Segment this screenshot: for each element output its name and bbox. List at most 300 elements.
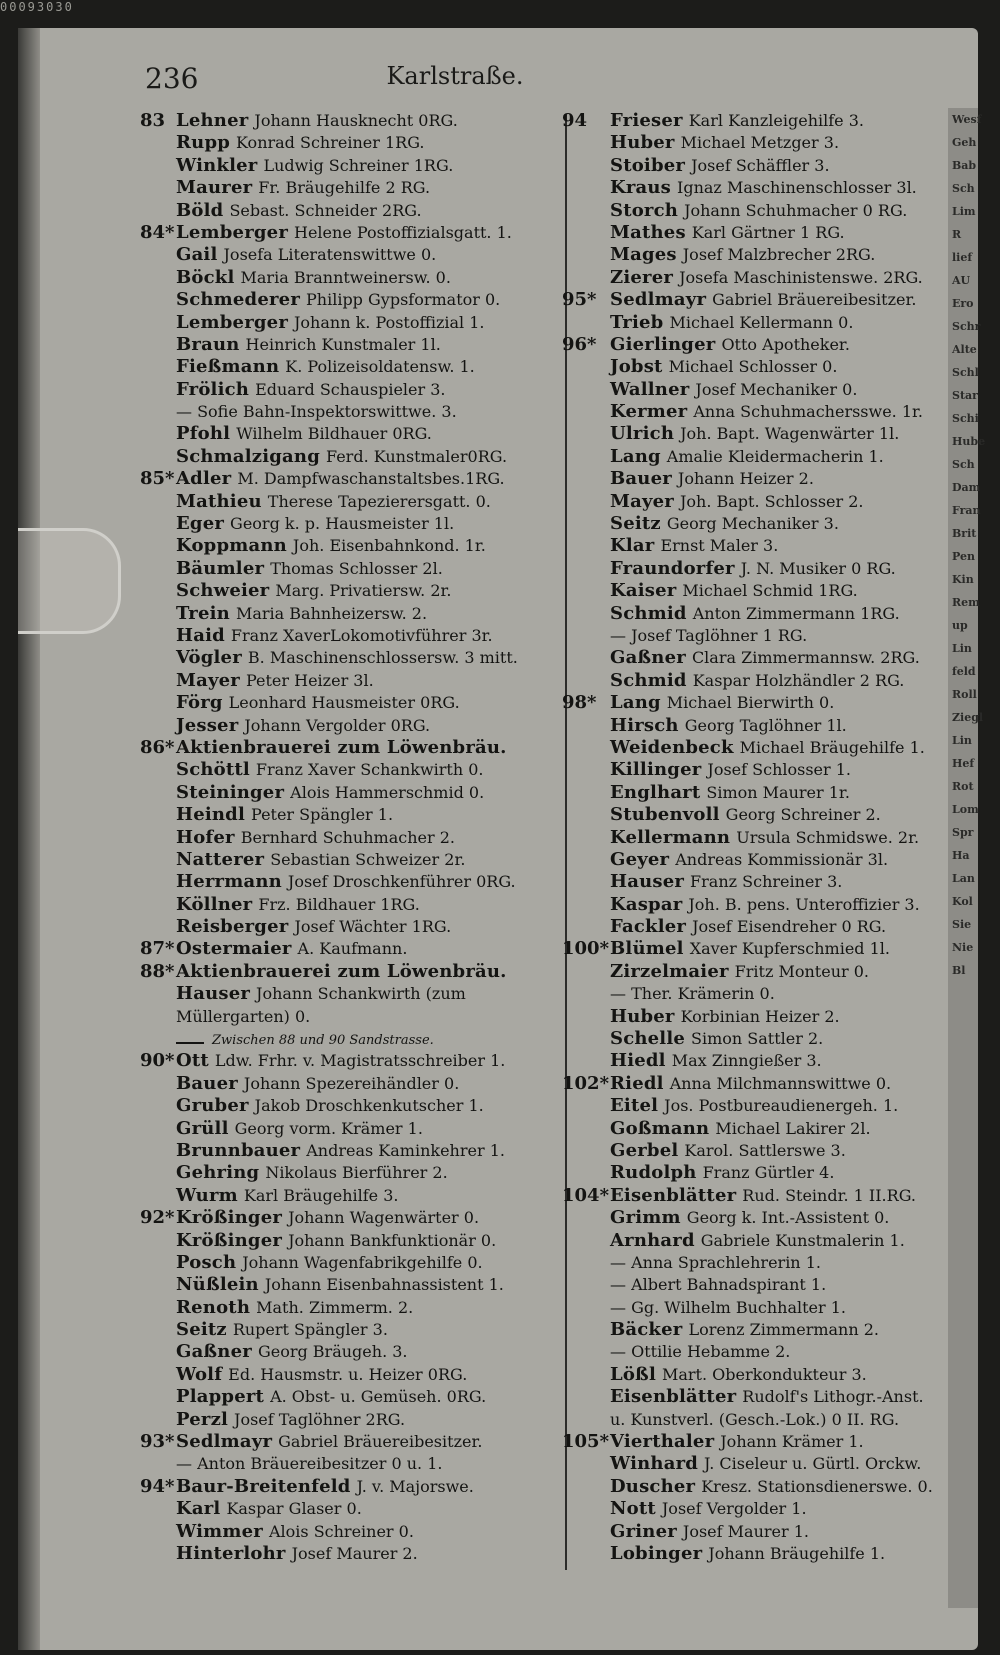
house-number: 90* xyxy=(140,1050,175,1072)
entry-details: A. Obst- u. Gemüseh. 0RG. xyxy=(270,1387,487,1407)
entry-details: Johann Heizer 2. xyxy=(677,469,814,489)
surname: Sedlmayr xyxy=(610,289,707,311)
adjacent-page-fragment: Lim xyxy=(952,205,976,218)
entry-details: Johann Bräugehilfe 1. xyxy=(708,1544,886,1563)
adjacent-page-fragment: Nie xyxy=(952,941,974,954)
adjacent-page-fragment: Sie xyxy=(952,918,972,931)
directory-entry xyxy=(140,1319,560,1341)
adjacent-page-fragment: feld xyxy=(952,665,976,678)
directory-entry xyxy=(562,535,962,557)
entry-details: K. Polizeisoldatensw. 1. xyxy=(285,357,475,377)
entry-details: Max Zinngießer 3. xyxy=(671,1051,822,1071)
surname: Mayer xyxy=(610,490,674,512)
entry-details: Anton Zimmermann 1RG. xyxy=(692,603,900,623)
entry-details: A. Kaufmann. xyxy=(297,939,408,959)
adjacent-page-fragment: Pen xyxy=(952,550,975,563)
entry-details: Josef Maurer 2. xyxy=(291,1544,418,1563)
directory-entry xyxy=(140,938,560,960)
directory-entry xyxy=(562,1341,962,1363)
surname: Goßmann xyxy=(610,1117,710,1139)
directory-entry xyxy=(562,1453,962,1475)
surname: Nott xyxy=(610,1498,656,1520)
directory-entry xyxy=(562,603,962,625)
directory-entry xyxy=(140,715,560,737)
directory-entry xyxy=(562,1140,962,1162)
directory-entry xyxy=(140,558,560,580)
entry-details: Anna Milchmannswittwe 0. xyxy=(669,1073,892,1093)
entry-details: Karl Gärtner 1 RG. xyxy=(691,222,845,242)
directory-entry xyxy=(562,580,962,602)
directory-entry xyxy=(562,1028,962,1050)
surname: Ostermaier xyxy=(176,938,292,960)
entry-details: Gabriel Bräuereibesitzer. xyxy=(278,1432,483,1452)
entry-details: Fritz Monteur 0. xyxy=(734,961,869,981)
directory-entry xyxy=(562,200,962,222)
entry-details: Josef Maurer 1. xyxy=(682,1521,809,1541)
directory-entry xyxy=(562,1364,962,1386)
adjacent-page-fragment: Wesf xyxy=(952,113,982,126)
surname: Förg xyxy=(176,692,223,714)
adjacent-page-fragment: Sch xyxy=(952,458,975,471)
directory-entry xyxy=(562,715,962,737)
directory-entry xyxy=(562,692,962,714)
entry-details: Josef Wächter 1RG. xyxy=(294,917,452,937)
entry-details: Clara Zimmermannsw. 2RG. xyxy=(691,648,920,668)
directory-entry xyxy=(562,446,962,468)
directory-entry xyxy=(562,1386,962,1408)
surname: Gierlinger xyxy=(610,333,716,355)
entry-details: B. Maschinenschlossersw. 3 mitt. xyxy=(247,648,518,668)
directory-entry xyxy=(562,737,962,759)
house-number: 93* xyxy=(140,1431,175,1453)
entry-details: Josef Schlosser 1. xyxy=(707,760,852,780)
directory-entry xyxy=(562,871,962,893)
surname: Lemberger xyxy=(176,221,288,243)
entry-details: — Ther. Krämerin 0. xyxy=(610,984,775,1004)
directory-entry xyxy=(562,513,962,535)
surname: Lang xyxy=(610,692,661,714)
directory-entry xyxy=(562,1118,962,1140)
entry-details: Michael Kellermann 0. xyxy=(669,312,854,332)
adjacent-page-fragment: AU xyxy=(952,274,971,287)
directory-entry xyxy=(140,1207,560,1229)
surname: Perzl xyxy=(176,1408,229,1430)
surname: Zirzelmaier xyxy=(610,960,729,982)
directory-entry xyxy=(562,289,962,311)
entry-details: Fr. Bräugehilfe 2 RG. xyxy=(258,178,431,198)
entry-details: J. N. Musiker 0 RG. xyxy=(740,558,896,578)
directory-entry xyxy=(140,1364,560,1386)
directory-entry xyxy=(140,423,560,445)
entry-details: Michael Bräugehilfe 1. xyxy=(739,737,925,757)
directory-entry xyxy=(140,244,560,266)
surname: Schmid xyxy=(610,669,687,691)
surname: Eger xyxy=(176,513,225,535)
entry-details: Franz Schreiner 3. xyxy=(690,872,843,892)
entry-details: Simon Maurer 1r. xyxy=(706,782,850,802)
surname: Schmalzigang xyxy=(176,445,320,467)
entry-details: Karol. Sattlerswe 3. xyxy=(684,1140,846,1160)
surname: Huber xyxy=(610,1005,675,1027)
surname: Lemberger xyxy=(176,311,288,333)
house-number: 100* xyxy=(562,938,609,960)
directory-entry xyxy=(562,1319,962,1341)
directory-entry xyxy=(562,1252,962,1274)
directory-entry xyxy=(140,132,560,154)
directory-entry xyxy=(562,894,962,916)
surname: Wurm xyxy=(176,1184,238,1206)
entry-details: Maria Bahnheizersw. 2. xyxy=(235,603,428,623)
surname: Mathes xyxy=(610,221,686,243)
directory-entry xyxy=(140,625,560,647)
directory-entry xyxy=(562,155,962,177)
directory-entry xyxy=(562,222,962,244)
entry-details: J. v. Majorswe. xyxy=(356,1476,474,1496)
house-number: 83 xyxy=(140,110,166,131)
right-column xyxy=(562,110,962,1565)
entry-details: Eduard Schauspieler 3. xyxy=(255,379,446,399)
pointing-hand-icon xyxy=(176,1032,204,1044)
surname: Haid xyxy=(176,624,225,646)
surname: Gruber xyxy=(176,1095,249,1117)
directory-entry xyxy=(562,804,962,826)
directory-entry xyxy=(562,110,962,132)
directory-entry xyxy=(140,200,560,222)
entry-details: — Anna Sprachlehrerin 1. xyxy=(610,1252,821,1272)
directory-entry xyxy=(140,356,560,378)
entry-details: — Ottilie Hebamme 2. xyxy=(610,1342,791,1362)
directory-entry xyxy=(140,1028,560,1050)
surname: Pfohl xyxy=(176,423,231,445)
adjacent-page-fragment: Star xyxy=(952,389,978,402)
surname: Baur-Breitenfeld xyxy=(176,1475,351,1497)
directory-entry xyxy=(562,961,962,983)
house-number: 85* xyxy=(140,468,175,490)
entry-details: Leonhard Hausmeister 0RG. xyxy=(228,693,460,713)
directory-entry xyxy=(140,759,560,781)
surname: Weidenbeck xyxy=(610,736,734,758)
entry-details: Johann Wagenwärter 0. xyxy=(288,1208,480,1228)
directory-entry xyxy=(562,468,962,490)
directory-entry xyxy=(140,1431,560,1453)
adjacent-page-fragment: Ha xyxy=(952,849,970,862)
surname: Grüll xyxy=(176,1117,229,1139)
surname: Lehner xyxy=(176,110,249,131)
entry-details: Ferd. Kunstmaler0RG. xyxy=(325,446,508,466)
surname: Hauser xyxy=(176,983,251,1005)
house-number: 98* xyxy=(562,692,597,714)
entry-details: Johann Vergolder 0RG. xyxy=(244,715,431,735)
entry-details: Josef Eisendreher 0 RG. xyxy=(692,917,887,937)
directory-entry xyxy=(562,177,962,199)
directory-entry xyxy=(140,1230,560,1252)
directory-entry xyxy=(140,267,560,289)
directory-entry xyxy=(562,1297,962,1319)
directory-entry xyxy=(562,1409,962,1431)
entry-details: Ldw. Frhr. v. Magistratsschreiber 1. xyxy=(214,1051,506,1071)
surname: Stubenvoll xyxy=(610,804,720,826)
surname: Frieser xyxy=(610,110,683,131)
directory-entry xyxy=(562,1230,962,1252)
entry-details: Rud. Steindr. 1 II.RG. xyxy=(742,1185,916,1205)
adjacent-page-fragment: Rot xyxy=(952,780,974,793)
directory-entry xyxy=(562,1185,962,1207)
adjacent-page-fragment: Ero xyxy=(952,297,974,310)
directory-entry xyxy=(140,1162,560,1184)
entry-details: Georg Taglöhner 1l. xyxy=(684,715,847,735)
directory-entry xyxy=(140,983,560,1005)
surname: Bauer xyxy=(610,468,672,490)
directory-entry xyxy=(562,759,962,781)
directory-entry xyxy=(562,1073,962,1095)
directory-entry xyxy=(562,1521,962,1543)
surname: Huber xyxy=(610,132,675,154)
surname: Mages xyxy=(610,244,677,266)
surname: Böld xyxy=(176,199,224,221)
entry-details: Konrad Schreiner 1RG. xyxy=(236,133,425,153)
directory-entry xyxy=(562,849,962,871)
directory-entry xyxy=(562,1050,962,1072)
directory-entry xyxy=(140,1118,560,1140)
surname: Gehring xyxy=(176,1162,260,1184)
directory-entry xyxy=(562,827,962,849)
entry-details: Karl Kanzleigehilfe 3. xyxy=(688,111,864,130)
adjacent-page-fragment: Lom xyxy=(952,803,979,816)
surname: Kaspar xyxy=(610,893,683,915)
entry-details: Michael Bierwirth 0. xyxy=(666,693,835,713)
surname: Schmid xyxy=(610,602,687,624)
adjacent-page-fragment: Lin xyxy=(952,642,972,655)
entry-details: Ignaz Maschinenschlosser 3l. xyxy=(677,178,917,198)
directory-entry xyxy=(562,334,962,356)
surname: Hauser xyxy=(610,871,685,893)
entry-details: Ursula Schmidswe. 2r. xyxy=(736,827,920,847)
directory-entry xyxy=(562,1162,962,1184)
entry-details: Franz Xaver Schankwirth 0. xyxy=(255,760,484,780)
surname: Rupp xyxy=(176,132,231,154)
directory-entry xyxy=(140,1543,560,1565)
surname: Maurer xyxy=(176,177,253,199)
surname: Seitz xyxy=(176,1319,227,1341)
directory-entry xyxy=(562,1431,962,1453)
entry-details: Joh. Bapt. Schlosser 2. xyxy=(679,491,864,511)
entry-details: Peter Spängler 1. xyxy=(251,805,394,825)
entry-details: Johann Schankwirth (zum xyxy=(256,984,466,1004)
entry-details: Thomas Schlosser 2l. xyxy=(270,558,443,578)
directory-entry xyxy=(562,1476,962,1498)
entry-details: — Albert Bahnadspirant 1. xyxy=(610,1275,827,1295)
book-spine xyxy=(18,28,40,1650)
surname: Krößinger xyxy=(176,1229,283,1251)
directory-entry xyxy=(562,267,962,289)
surname: Gaßner xyxy=(610,647,686,669)
entry-details: Johann Hausknecht 0RG. xyxy=(254,111,458,130)
entry-details: Josef Schäffler 3. xyxy=(691,155,830,175)
entry-details: Johann Eisenbahnassistent 1. xyxy=(264,1275,504,1295)
directory-entry xyxy=(140,1521,560,1543)
entry-details: Georg Schreiner 2. xyxy=(725,805,881,825)
entry-details: Gabriel Bräuereibesitzer. xyxy=(712,290,917,310)
entry-details: Frz. Bildhauer 1RG. xyxy=(258,894,420,914)
directory-entry xyxy=(562,401,962,423)
adjacent-page-fragment: Lan xyxy=(952,872,975,885)
surname: Herrmann xyxy=(176,871,282,893)
directory-entry xyxy=(562,938,962,960)
directory-entry xyxy=(140,580,560,602)
surname: Hofer xyxy=(176,826,235,848)
surname: Gerbel xyxy=(610,1139,679,1161)
directory-entry xyxy=(562,1498,962,1520)
adjacent-page-fragment: Kol xyxy=(952,895,973,908)
directory-entry xyxy=(140,446,560,468)
surname: Plappert xyxy=(176,1386,265,1408)
directory-entry xyxy=(562,1006,962,1028)
directory-entry xyxy=(140,177,560,199)
directory-entry xyxy=(140,1498,560,1520)
adjacent-page-fragment: Brit xyxy=(952,527,977,540)
surname: Hinterlohr xyxy=(176,1543,286,1564)
surname: Lobinger xyxy=(610,1543,703,1564)
entry-details: Gabriele Kunstmalerin 1. xyxy=(700,1230,905,1250)
directory-entry xyxy=(140,670,560,692)
directory-entry xyxy=(140,1409,560,1431)
entry-details: Sebast. Schneider 2RG. xyxy=(229,200,422,220)
surname: Kraus xyxy=(610,177,672,199)
entry-details: Michael Metzger 3. xyxy=(680,133,840,153)
directory-entry xyxy=(140,289,560,311)
surname: Schöttl xyxy=(176,759,250,781)
adjacent-page-fragment: lief xyxy=(952,251,973,264)
surname: Lößl xyxy=(610,1363,656,1385)
surname: Lang xyxy=(610,445,661,467)
directory-entry xyxy=(140,1476,560,1498)
directory-entry xyxy=(562,647,962,669)
entry-details: Michael Lakirer 2l. xyxy=(715,1118,871,1138)
surname: Hiedl xyxy=(610,1050,666,1072)
surname: Fraundorfer xyxy=(610,557,735,579)
directory-entry xyxy=(562,132,962,154)
surname: Jobst xyxy=(610,356,663,378)
surname: Wallner xyxy=(610,378,690,400)
entry-details: Andreas Kaminkehrer 1. xyxy=(306,1140,505,1160)
surname: Stoiber xyxy=(610,154,686,176)
adjacent-page-fragment: Ziegl xyxy=(952,711,984,724)
corner-stamp: 00093030 xyxy=(0,0,74,14)
entry-details: Rupert Spängler 3. xyxy=(232,1320,388,1340)
directory-entry xyxy=(562,491,962,513)
directory-entry xyxy=(562,356,962,378)
surname: Mathieu xyxy=(176,490,262,512)
entry-details: Johann Bankfunktionär 0. xyxy=(288,1230,497,1250)
street-title: Karlstraße. xyxy=(386,62,524,90)
directory-entry xyxy=(140,1453,560,1475)
entry-details: Simon Sattler 2. xyxy=(691,1029,824,1049)
entry-details: u. Kunstverl. (Gesch.-Lok.) 0 II. RG. xyxy=(610,1409,900,1429)
entry-details: Michael Schlosser 0. xyxy=(668,357,838,377)
directory-entry xyxy=(140,849,560,871)
surname: Hirsch xyxy=(610,714,679,736)
surname: Böckl xyxy=(176,266,235,288)
surname: Trieb xyxy=(610,311,664,333)
entry-details: Philipp Gypsformator 0. xyxy=(306,290,501,310)
directory-entry xyxy=(140,782,560,804)
directory-entry xyxy=(140,1252,560,1274)
surname: Posch xyxy=(176,1251,237,1273)
entry-details: Josef Mechaniker 0. xyxy=(695,379,858,399)
surname: Braun xyxy=(176,333,240,355)
entry-details: Johann Spezereihändler 0. xyxy=(243,1073,460,1093)
adjacent-page-fragment: Schr xyxy=(952,320,981,333)
entry-details: Jakob Droschkenkutscher 1. xyxy=(254,1096,484,1116)
adjacent-page-fragment: Schl xyxy=(952,366,979,379)
surname: Geyer xyxy=(610,848,670,870)
entry-details: Josefa Maschinistenswe. 2RG. xyxy=(679,267,923,287)
surname: Aktienbrauerei zum Löwenbräu. xyxy=(176,736,507,758)
surname: Winhard xyxy=(610,1453,699,1475)
surname: Kaiser xyxy=(610,580,677,602)
surname: Bauer xyxy=(176,1072,238,1094)
entry-details: Maria Branntweinersw. 0. xyxy=(240,267,451,287)
adjacent-page-fragment: Dam xyxy=(952,481,981,494)
entry-details: Korbinian Heizer 2. xyxy=(680,1006,840,1026)
entry-details: Marg. Privatiersw. 2r. xyxy=(275,581,452,601)
entry-details: Kaspar Holzhändler 2 RG. xyxy=(692,670,905,690)
surname: Kermer xyxy=(610,401,688,423)
left-column xyxy=(140,110,560,1565)
surname: Duscher xyxy=(610,1475,696,1497)
surname: Gaßner xyxy=(176,1341,252,1363)
entry-details: Karl Bräugehilfe 3. xyxy=(243,1185,399,1205)
adjacent-page-fragment: Sch xyxy=(952,182,975,195)
surname: Renoth xyxy=(176,1296,251,1318)
adjacent-page-fragment: Hube xyxy=(952,435,986,448)
surname: Eisenblätter xyxy=(610,1184,737,1206)
entry-details: Ludwig Schreiner 1RG. xyxy=(263,155,454,175)
surname: Jesser xyxy=(176,714,239,736)
surname: Griner xyxy=(610,1520,677,1542)
adjacent-page-fragment: up xyxy=(952,619,968,632)
directory-entry xyxy=(140,535,560,557)
surname: Natterer xyxy=(176,848,265,870)
directory-entry xyxy=(562,1207,962,1229)
surname: Aktienbrauerei zum Löwenbräu. xyxy=(176,960,507,982)
house-number: 87* xyxy=(140,938,175,960)
directory-entry xyxy=(562,670,962,692)
directory-entry xyxy=(140,468,560,490)
entry-details: — Sofie Bahn-Inspektorswittwe. 3. xyxy=(176,402,457,422)
directory-entry xyxy=(562,423,962,445)
adjacent-page-fragment: Schi xyxy=(952,412,979,425)
directory-entry xyxy=(140,647,560,669)
surname: Storch xyxy=(610,199,679,221)
entry-details: Anna Schuhmachersswe. 1r. xyxy=(693,402,924,422)
house-number: 94* xyxy=(140,1475,175,1497)
entry-details: M. Dampfwaschanstaltsbes.1RG. xyxy=(237,469,505,489)
adjacent-page-fragment: Alte xyxy=(952,343,977,356)
directory-entry xyxy=(140,110,560,132)
house-number: 86* xyxy=(140,736,175,758)
directory-entry xyxy=(562,1543,962,1565)
entry-details: Josef Malzbrecher 2RG. xyxy=(682,245,876,265)
entry-details: Alois Schreiner 0. xyxy=(268,1521,414,1541)
entry-details: Johann Wagenfabrikgehilfe 0. xyxy=(242,1252,483,1272)
entry-details: Ed. Hausmstr. u. Heizer 0RG. xyxy=(228,1364,468,1384)
entry-details: Franz Gürtler 4. xyxy=(702,1163,835,1183)
entry-details: Georg k. p. Hausmeister 1l. xyxy=(230,514,455,534)
entry-details: Sebastian Schweizer 2r. xyxy=(270,849,466,869)
surname: Seitz xyxy=(610,513,661,535)
adjacent-page-fragment: Geh xyxy=(952,136,977,149)
